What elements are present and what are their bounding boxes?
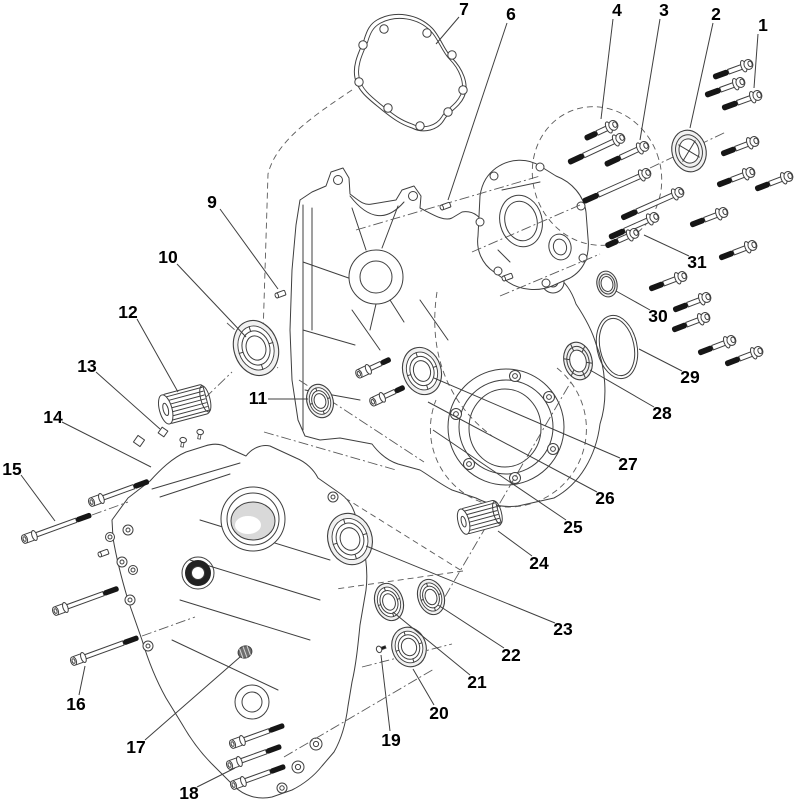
leader-line-24 <box>498 531 532 556</box>
callout-number-6: 6 <box>506 4 516 24</box>
callout-number-10: 10 <box>158 247 178 267</box>
bearing-21 <box>370 580 408 625</box>
splined-bushing-12 <box>156 383 214 425</box>
callout-1-hex-flange-bolt <box>754 15 768 88</box>
leader-line-1 <box>754 34 758 88</box>
dowel-pin <box>439 202 451 210</box>
callout-number-27: 27 <box>618 454 638 474</box>
callout-2-oil-seal <box>690 4 721 128</box>
callout-24-splined-bushing <box>498 531 549 573</box>
callout-number-25: 25 <box>563 517 583 537</box>
leader-line-9 <box>220 209 278 289</box>
callout-number-19: 19 <box>381 730 401 750</box>
callout-number-16: 16 <box>66 694 86 714</box>
callout-30-oil-seal <box>616 291 668 326</box>
callout-number-1: 1 <box>758 15 768 35</box>
callout-number-28: 28 <box>652 403 672 423</box>
leader-line-20 <box>413 669 434 705</box>
leader-line-29 <box>639 349 682 371</box>
callout-number-14: 14 <box>43 407 63 427</box>
hex-flange-bolt <box>688 205 730 231</box>
screw <box>375 644 386 653</box>
socket-head-bolt <box>51 583 120 617</box>
gasket-bolt-holes <box>355 25 467 130</box>
seal-2 <box>667 127 710 176</box>
cover-gasket <box>354 14 467 130</box>
callout-31-bolt-set <box>644 235 707 272</box>
callout-number-17: 17 <box>126 737 146 757</box>
callout-number-22: 22 <box>501 645 521 665</box>
hex-flange-bolt <box>696 333 738 359</box>
callout-3-hex-flange-bolt <box>640 0 669 140</box>
callout-number-2: 2 <box>711 4 721 24</box>
callout-29-o-ring <box>639 349 700 387</box>
callout-13-key <box>77 356 160 429</box>
screw <box>196 429 204 440</box>
hex-flange-bolt <box>753 169 795 195</box>
callout-7-cover-gasket <box>436 0 469 44</box>
hex-flange-bolt <box>719 134 761 160</box>
callout-number-20: 20 <box>429 703 449 723</box>
leader-line-12 <box>137 319 178 392</box>
callout-number-18: 18 <box>179 783 199 800</box>
callout-20-ball-bearing <box>413 669 449 723</box>
hex-flange-bolt <box>715 165 757 191</box>
bearing-10 <box>226 315 285 382</box>
bearing-22 <box>413 576 449 618</box>
callout-22-ball-bearing <box>438 605 521 665</box>
callout-number-13: 13 <box>77 356 97 376</box>
leader-line-19 <box>381 655 390 731</box>
seal-30 <box>594 269 620 299</box>
screw-head <box>129 566 138 575</box>
callout-number-30: 30 <box>648 306 668 326</box>
callout-number-9: 9 <box>207 192 217 212</box>
hex-flange-bolt <box>671 290 713 316</box>
callout-number-12: 12 <box>118 302 138 322</box>
screw <box>179 437 187 448</box>
leader-line-10 <box>177 264 246 337</box>
socket-head-bolt <box>20 510 93 545</box>
hex-flange-bolt <box>647 269 689 295</box>
callout-number-3: 3 <box>659 0 669 20</box>
hex-flange-bolt <box>703 75 746 101</box>
socket-head-bolt <box>69 633 140 667</box>
callout-10-ball-bearing <box>158 247 246 337</box>
leader-line-30 <box>616 291 650 310</box>
leader-line-16 <box>79 666 85 695</box>
callout-15-socket-bolt <box>2 459 55 521</box>
leader-line-7 <box>436 17 459 44</box>
bearing-carrier-cover <box>476 160 588 289</box>
leader-line-13 <box>96 372 160 429</box>
hex-flange-bolt <box>580 166 652 207</box>
bearing-20 <box>387 623 432 672</box>
key <box>133 435 144 446</box>
callout-number-24: 24 <box>529 553 549 573</box>
screw-head <box>106 533 115 542</box>
callout-19-screw <box>381 655 401 750</box>
callout-number-7: 7 <box>459 0 469 19</box>
callout-number-23: 23 <box>553 619 573 639</box>
callout-number-21: 21 <box>467 672 487 692</box>
callout-12-splined-bushing <box>118 302 178 392</box>
dowel-pin <box>97 549 109 557</box>
dowel-pin <box>274 290 286 298</box>
hex-flange-bolt <box>566 131 627 168</box>
leader-line-22 <box>438 605 504 648</box>
leader-line-2 <box>690 23 713 128</box>
callout-number-26: 26 <box>595 488 615 508</box>
callout-number-15: 15 <box>2 459 22 479</box>
callout-number-11: 11 <box>248 388 268 408</box>
leader-line-3 <box>640 19 660 140</box>
callout-16-socket-bolt <box>66 666 86 714</box>
hex-flange-bolt <box>720 88 763 114</box>
callout-4-hex-flange-bolt <box>601 0 622 119</box>
callout-number-29: 29 <box>680 367 700 387</box>
callout-14-crankcase-left-half <box>43 407 151 467</box>
callout-number-4: 4 <box>612 0 622 20</box>
leader-line-31 <box>644 235 689 256</box>
leader-line-15 <box>21 475 55 521</box>
hex-flange-bolt <box>670 310 712 336</box>
leader-line-4 <box>601 19 613 119</box>
callout-number-31: 31 <box>687 252 707 272</box>
hex-flange-bolt <box>717 238 759 264</box>
